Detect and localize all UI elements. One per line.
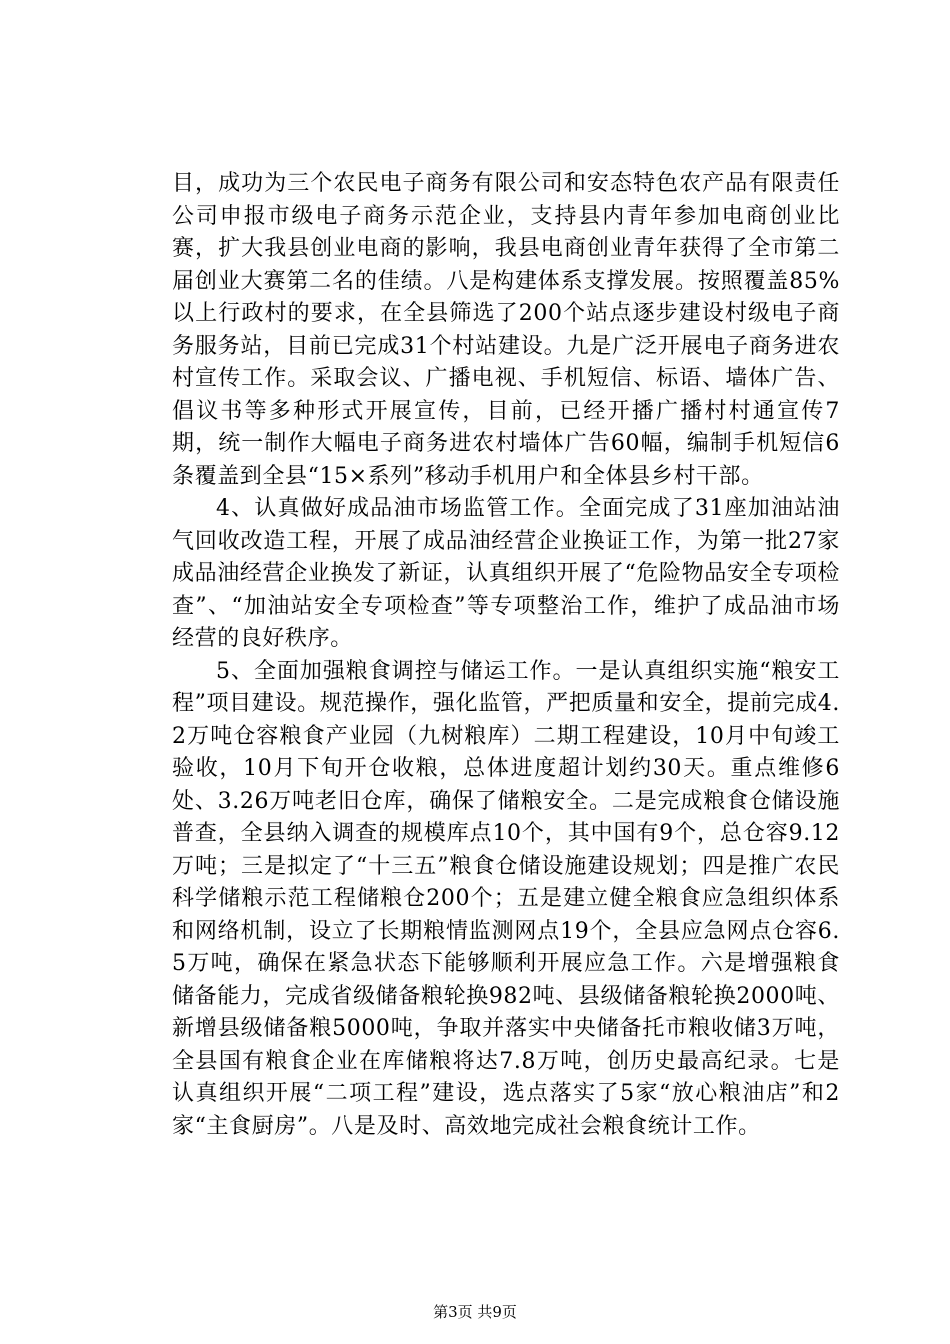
paragraph-grain-regulation: 5、全面加强粮食调控与储运工作。一是认真组织实施“粮安工程”项目建设。规范操作，强化监管，严把质量和安全，提前完成4.2万吨仓容粮食产业园（九树粮库）二期工程建设，10月中旬竣工验收，10月下旬开仓收粮，总体进度超计划约30天。重点维修6处、3.26万吨老旧仓库，确保了储粮安全。二是完成粮食仓储设施普查，全县纳入调查的规模库点10个，其中国有9个，总仓容9.12万吨；三是拟定了“十三五”粮食仓储设施建设规划；四是推广农民科学储粮示范工程储粮仓200个；五是建立健全粮食应急组织体系和网络机制，设立了长期粮情监测网点19个，全县应急网点仓容6.5万吨，确保在紧急状态下能够顺利开展应急工作。六是增强粮食储备能力，完成省级储备粮轮换982吨、县级储备粮轮换2000吨、新增县级储备粮5000吨，争取并落实中央储备托市粮收储3万吨，全县国有粮食企业在库储粮将达7.8万吨，创历史最高纪录。七是认真组织开展“二项工程”建设，选点落实了5家“放心粮油店”和2家“主食厨房”。八是及时、高效地完成社会粮食统计工作。 [172,658,840,1139]
document-body [172,168,840,1143]
paragraph-ecommerce-continued: 目，成功为三个农民电子商务有限公司和安态特色农产品有限责任公司申报市级电子商务示范企业，支持县内青年参加电商创业比赛，扩大我县创业电商的影响，我县电商创业青年获得了全市第二届创业大赛第二名的佳绩。八是构建体系支撑发展。按照覆盖85%以上行政村的要求，在全县筛选了200个站点逐步建设村级电子商务服务站，目前已完成31个村站建设。九是广泛开展电子商务进农村宣传工作。采取会议、广播电视、手机短信、标语、墙体广告、倡议书等多种形式开展宣传，目前，已经开播广播村村通宣传7期，统一制作大幅电子商务进农村墙体广告60幅，编制手机短信6条覆盖到全县“15×系列”移动手机用户和全体县乡村干部。 [172,171,840,489]
page-footer: 第3页 共9页 [433,1303,517,1321]
paragraph-refined-oil-supervision: 4、认真做好成品油市场监管工作。全面完成了31座加油站油气回收改造工程，开展了成品油经营企业换证工作，为第一批27家成品油经营企业换发了新证，认真组织开展了“危险物品安全专项检查”、“加油站安全专项检查”等专项整治工作，维护了成品油市场经营的良好秩序。 [172,496,840,651]
